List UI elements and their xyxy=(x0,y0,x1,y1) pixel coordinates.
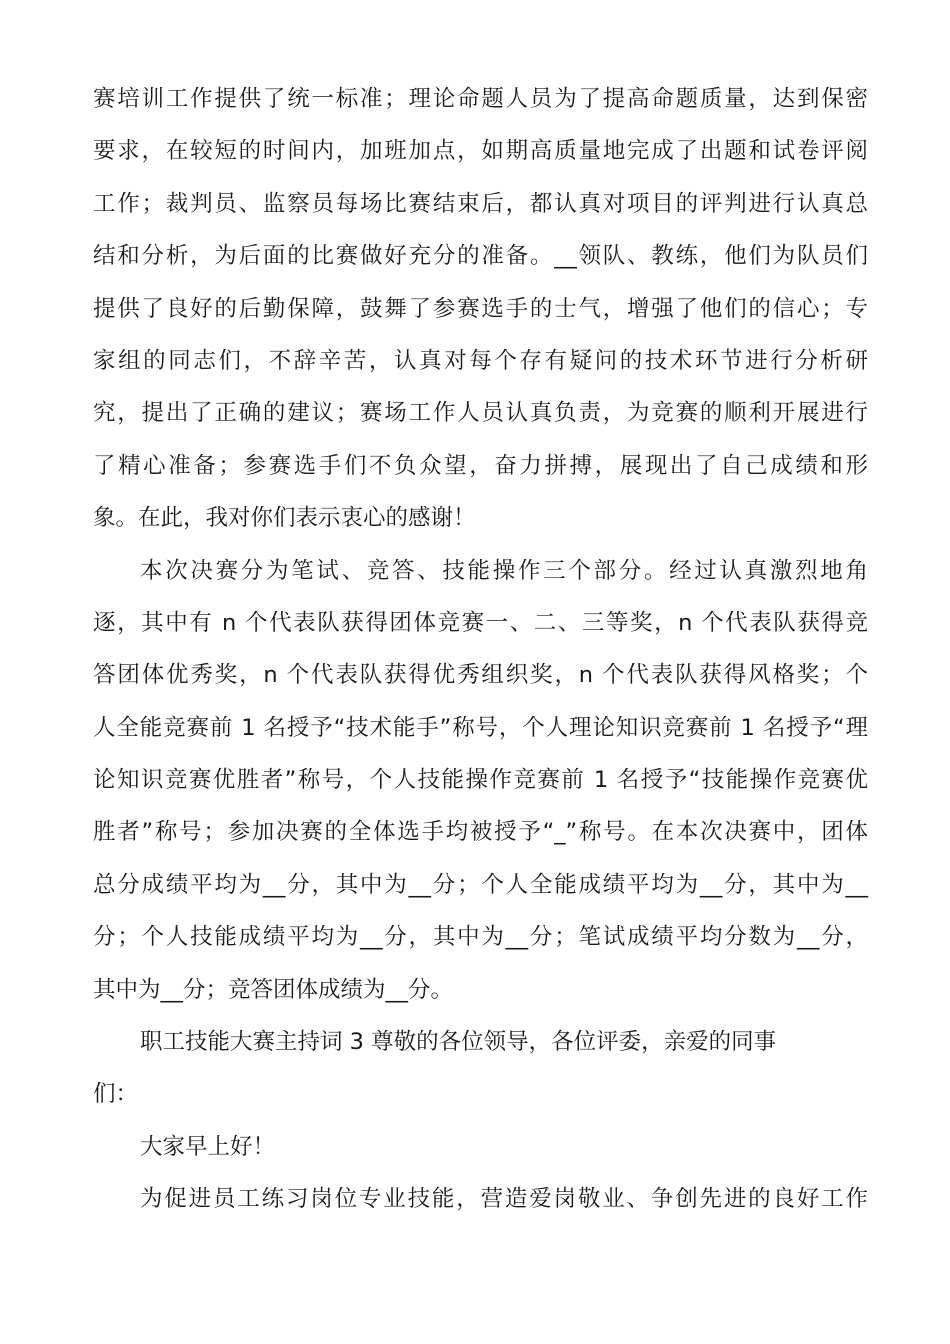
text-line: 赛培训工作提供了统一标准；理论命题人员为了提高命题质量，达到保密 xyxy=(93,86,868,112)
text-line: 象。在此，我对你们表示衷心的感谢！ xyxy=(93,505,476,532)
text-line: 答团体优秀奖，n 个代表队获得优秀组织奖，n 个代表队获得风格奖；个 xyxy=(93,662,868,689)
text-line: 工作；裁判员、监察员每场比赛结束后，都认真对项目的评判进行认真总 xyxy=(93,190,868,217)
text-line: 要求，在较短的时间内，加班加点，如期高质量地完成了出题和试卷评阅 xyxy=(93,138,868,165)
text-line: 总分成绩平均为__分，其中为__分；个人全能成绩平均为__分，其中为__ xyxy=(93,871,868,898)
document-body xyxy=(93,73,868,1226)
text-line: 究，提出了正确的建议；赛场工作人员认真负责，为竞赛的顺利开展进行 xyxy=(93,400,868,427)
text-line: 职工技能大赛主持词 3 尊敬的各位领导，各位评委，亲爱的同事 xyxy=(140,1029,777,1056)
text-line: 胜者”称号；参加决赛的全体选手均被授予“_”称号。在本次决赛中，团体 xyxy=(93,819,868,846)
text-line: 逐，其中有 n 个代表队获得团体竞赛一、二、三等奖，n 个代表队获得竞 xyxy=(93,609,868,636)
text-line: 大家早上好！ xyxy=(140,1133,276,1160)
text-line: 人全能竞赛前 1 名授予“技术能手”称号，个人理论知识竞赛前 1 名授予“理 xyxy=(93,714,868,741)
text-line: 家组的同志们，不辞辛苦，认真对每个存有疑问的技术环节进行分析研 xyxy=(93,347,868,374)
text-line: 结和分析，为后面的比赛做好充分的准备。__领队、教练，他们为队员们 xyxy=(93,243,868,270)
text-line: 为促进员工练习岗位专业技能，营造爱岗敬业、争创先进的良好工作 xyxy=(140,1186,868,1213)
text-line: 本次决赛分为笔试、竞答、技能操作三个部分。经过认真激烈地角 xyxy=(140,557,868,584)
text-line: 提供了良好的后勤保障，鼓舞了参赛选手的士气，增强了他们的信心；专 xyxy=(93,295,868,322)
text-line: 了精心准备；参赛选手们不负众望，奋力拼搏，展现出了自己成绩和形 xyxy=(93,452,868,479)
text-line: 分；个人技能成绩平均为__分，其中为__分；笔试成绩平均分数为__分， xyxy=(93,924,868,951)
text-line: 们： xyxy=(93,1081,139,1108)
text-line: 论知识竞赛优胜者”称号，个人技能操作竞赛前 1 名授予“技能操作竞赛优 xyxy=(93,767,868,794)
text-line: 其中为__分；竞答团体成绩为__分。 xyxy=(93,976,454,1003)
